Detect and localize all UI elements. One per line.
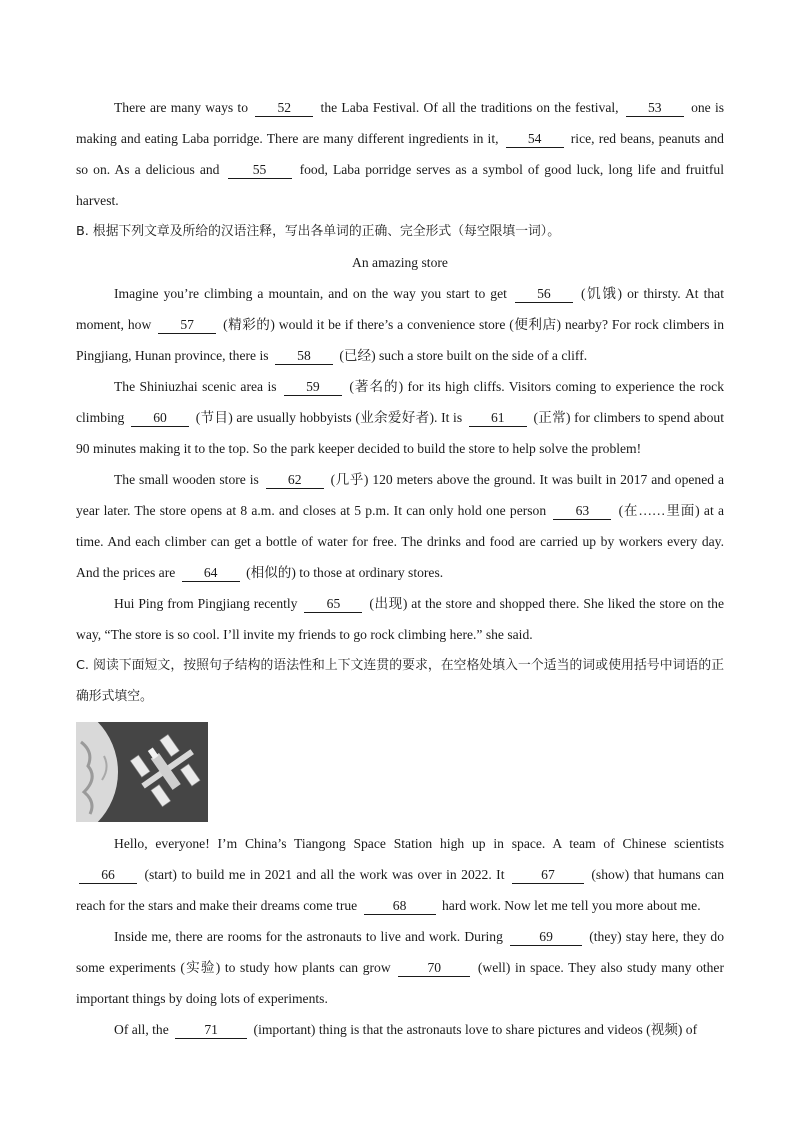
text: The small wooden store is [114,472,259,487]
text: (节目) are usually hobbyists (业余爱好者). It is [195,410,463,425]
paragraph-store-1 [76,278,724,371]
blank-53[interactable]: 53 [626,101,684,117]
text: (著名的) for its high cliffs. Visitors coming to experience the rock climbing [76,379,724,425]
document-page [76,92,724,1045]
blank-67[interactable]: 67 [512,868,584,884]
paragraph-store-2 [76,371,724,464]
paragraph-tiangong-3 [76,1014,724,1045]
text: (相似的) to those at ordinary stores. [246,565,444,580]
blank-68[interactable]: 68 [364,899,436,915]
blank-64[interactable]: 64 [182,566,240,582]
blank-69[interactable]: 69 [510,930,582,946]
blank-57[interactable]: 57 [158,318,216,334]
section-c-heading: C. 阅读下面短文，按照句子结构的语法性和上下文连贯的要求，在空格处填入一个适当的词或使用括号中词语的正确形式填空。 [76,658,724,704]
blank-59[interactable]: 59 [284,380,342,396]
text: (start) to build me in 2021 and all the work was over in 2022. It [144,867,505,882]
text: (they) stay here, they do some experiments (实验) to study how plants can grow [76,929,725,975]
text: (正常) for climbers to spend about 90 minutes making it to the top. So the park keeper decided to build the store to help solve the problem! [76,410,724,456]
section-b-heading: B. 根据下列文章及所给的汉语注释，写出各单词的正确、完全形式（每空限填一词）。 [76,224,560,239]
text: (精彩的) would it be if there’s a convenience store (便利店) nearby? For rock climbers in Pingjiang, Hunan province, there is [76,317,725,363]
text: (已经) such a store built on the side of a cliff. [339,348,588,363]
text: (几乎) 120 meters above the ground. It was built in 2017 and opened a year later. The store opens at 8 a.m. and closes at 5 p.m. It can only hold one person [76,472,724,518]
text: Inside me, there are rooms for the astronauts to live and work. During [114,929,503,944]
text: food, Laba porridge serves as a symbol of good luck, long life and fruitful harvest. [76,162,724,208]
text: Of all, the [114,1022,169,1037]
text: (饥饿) or thirsty. At that moment, how [76,286,724,332]
text: one is making and eating Laba porridge. There are many different ingredients in it, [76,100,725,146]
space-station-image [76,722,208,822]
paragraph-store-3 [76,464,724,588]
blank-61[interactable]: 61 [469,411,527,427]
text: the Laba Festival. Of all the traditions on the festival, [320,100,619,115]
paragraph-tiangong-1 [76,828,724,921]
paragraph-tiangong-2 [76,921,724,1014]
passage-title: An amazing store [352,255,448,270]
blank-60[interactable]: 60 [131,411,189,427]
blank-63[interactable]: 63 [553,504,611,520]
paragraph-laba [76,92,724,216]
blank-71[interactable]: 71 [175,1023,247,1039]
text: (important) thing is that the astronauts love to share pictures and videos (视频) of [253,1022,698,1037]
text: (在……里面) at a time. And each climber can get a bottle of water for free. The drinks and food are carried up by workers every day. And the prices are [76,503,724,580]
blank-52[interactable]: 52 [255,101,313,117]
text: hard work. Now let me tell you more about me. [442,898,701,913]
text: The Shiniuzhai scenic area is [114,379,277,394]
paragraph-store-4 [76,588,724,650]
blank-62[interactable]: 62 [266,473,324,489]
text: (出现) at the store and shopped there. She liked the store on the way, “The store is so cool. I’ll invite my friends to go rock climbing here.” she said. [76,596,725,642]
blank-56[interactable]: 56 [515,287,573,303]
blank-58[interactable]: 58 [275,349,333,365]
blank-55[interactable]: 55 [228,163,292,179]
text: Imagine you’re climbing a mountain, and on the way you start to get [114,286,507,301]
text: (well) in space. They also study many other important things by doing lots of experiments. [76,960,724,1006]
text: (show) that humans can reach for the stars and make their dreams come true [76,867,725,913]
blank-66[interactable]: 66 [79,868,137,884]
text: rice, red beans, peanuts and so on. As a delicious and [76,131,724,177]
blank-70[interactable]: 70 [398,961,470,977]
text: Hui Ping from Pingjiang recently [114,596,298,611]
blank-65[interactable]: 65 [304,597,362,613]
blank-54[interactable]: 54 [506,132,564,148]
text: Hello, everyone! I’m China’s Tiangong Space Station high up in space. A team of Chinese scientists [114,836,724,851]
text: There are many ways to [114,100,249,115]
